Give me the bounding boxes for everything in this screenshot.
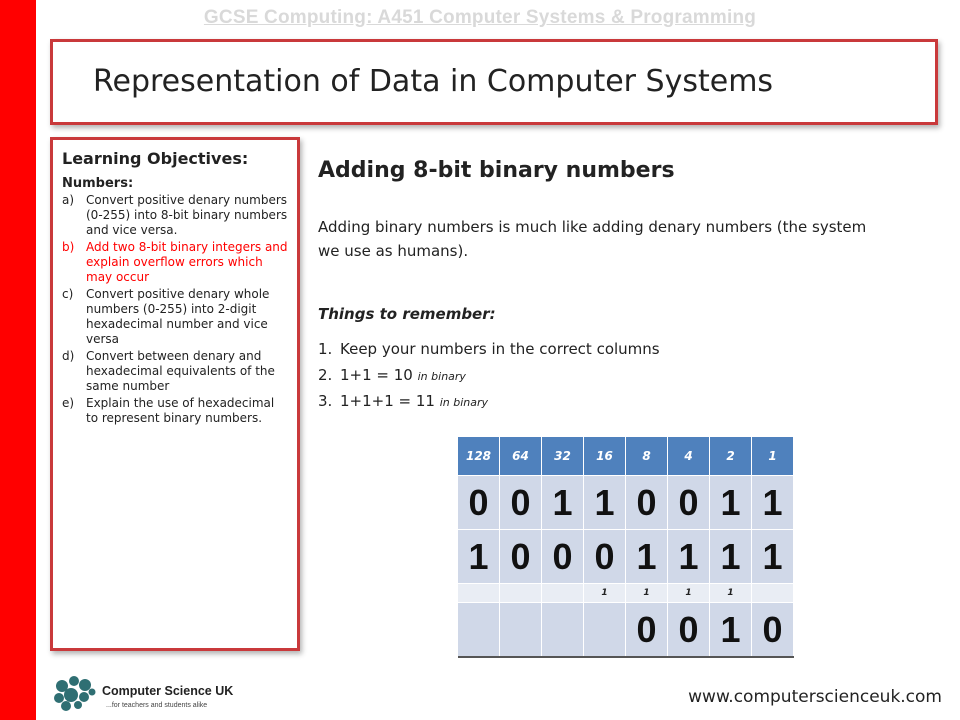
objective-item-highlighted: b) Add two 8-bit binary integers and explain overflow errors which may occur: [62, 240, 288, 284]
bit-cell: 1: [458, 530, 500, 584]
bit-cell: 0: [626, 476, 668, 530]
slide-title: Representation of Data in Computer Systems: [93, 64, 774, 99]
objectives-heading: Learning Objectives:: [62, 149, 249, 168]
title-box: [50, 39, 938, 125]
bit-cell: 1: [752, 476, 794, 530]
bit-cell: 0: [500, 476, 542, 530]
remember-label: Things to remember:: [318, 305, 496, 323]
step-item: 3. 1+1+1 = 11 in binary: [318, 392, 489, 410]
computer-science-uk-logo: [50, 672, 250, 714]
objectives-list: [62, 193, 289, 426]
bit-cell: 0: [458, 476, 500, 530]
place-value-header: 4: [668, 437, 710, 476]
place-value-header: 16: [584, 437, 626, 476]
logo-name: Computer Science UK: [102, 684, 234, 698]
content-heading: Adding 8-bit binary numbers: [318, 158, 675, 183]
learning-objectives-panel: [50, 137, 300, 651]
result-cell: 0: [752, 603, 794, 658]
binary-addition-table: [458, 437, 794, 658]
carry-cell: 1: [668, 584, 710, 603]
bit-cell: 1: [710, 530, 752, 584]
intro-text: Adding binary numbers is much like adding denary numbers (the system we use as humans).: [318, 218, 867, 260]
bit-cell: 0: [668, 476, 710, 530]
website-url[interactable]: www.computerscienceuk.com: [688, 687, 942, 707]
bit-cell: 1: [752, 530, 794, 584]
place-value-header: 1: [752, 437, 794, 476]
left-accent-bar: [0, 0, 36, 720]
bit-cell: 0: [584, 530, 626, 584]
logo-tagline: ...for teachers and students alike: [106, 702, 208, 709]
bit-cell: 1: [668, 530, 710, 584]
logo-puzzle-icon: [54, 676, 96, 711]
result-row: [458, 603, 794, 658]
result-cell: 0: [668, 603, 710, 658]
bit-cell: 1: [710, 476, 752, 530]
steps-list: [318, 337, 660, 415]
place-value-header: 8: [626, 437, 668, 476]
result-cell: [500, 603, 542, 658]
carry-cell: [500, 584, 542, 603]
course-title[interactable]: GCSE Computing: A451 Computer Systems & Programming: [203, 7, 757, 28]
result-cell: [458, 603, 500, 658]
carry-cell: 1: [584, 584, 626, 603]
second-binary-number-row: [458, 530, 794, 584]
objective-item: c) Convert positive denary whole numbers (0-255) into 2-digit hexadecimal number and vice versa: [62, 287, 270, 346]
bit-cell: 1: [542, 476, 584, 530]
bit-cell: 1: [626, 530, 668, 584]
objective-item: d) Convert between denary and hexadecimal equivalents of the same number: [62, 349, 275, 393]
place-value-header-row: [458, 437, 794, 476]
objective-item: e) Explain the use of hexadecimal to represent binary numbers.: [62, 396, 275, 425]
carry-cell: [458, 584, 500, 603]
result-cell: [584, 603, 626, 658]
bit-cell: 0: [542, 530, 584, 584]
carry-row: [458, 584, 794, 603]
result-cell: [542, 603, 584, 658]
carry-cell: 1: [626, 584, 668, 603]
bit-cell: 1: [584, 476, 626, 530]
place-value-header: 32: [542, 437, 584, 476]
carry-cell: 1: [710, 584, 752, 603]
first-binary-number-row: [458, 476, 794, 530]
objectives-subheading: Numbers:: [62, 176, 134, 191]
step-item: 1. Keep your numbers in the correct columns: [318, 340, 660, 358]
place-value-header: 128: [458, 437, 500, 476]
place-value-header: 64: [500, 437, 542, 476]
result-cell: 0: [626, 603, 668, 658]
result-cell: 1: [710, 603, 752, 658]
objective-item: a) Convert positive denary numbers (0-255) into 8-bit binary numbers and vice versa.: [62, 193, 288, 237]
bit-cell: 0: [500, 530, 542, 584]
place-value-header: 2: [710, 437, 752, 476]
carry-cell: [542, 584, 584, 603]
carry-cell: [752, 584, 794, 603]
step-item: 2. 1+1 = 10 in binary: [318, 366, 466, 384]
